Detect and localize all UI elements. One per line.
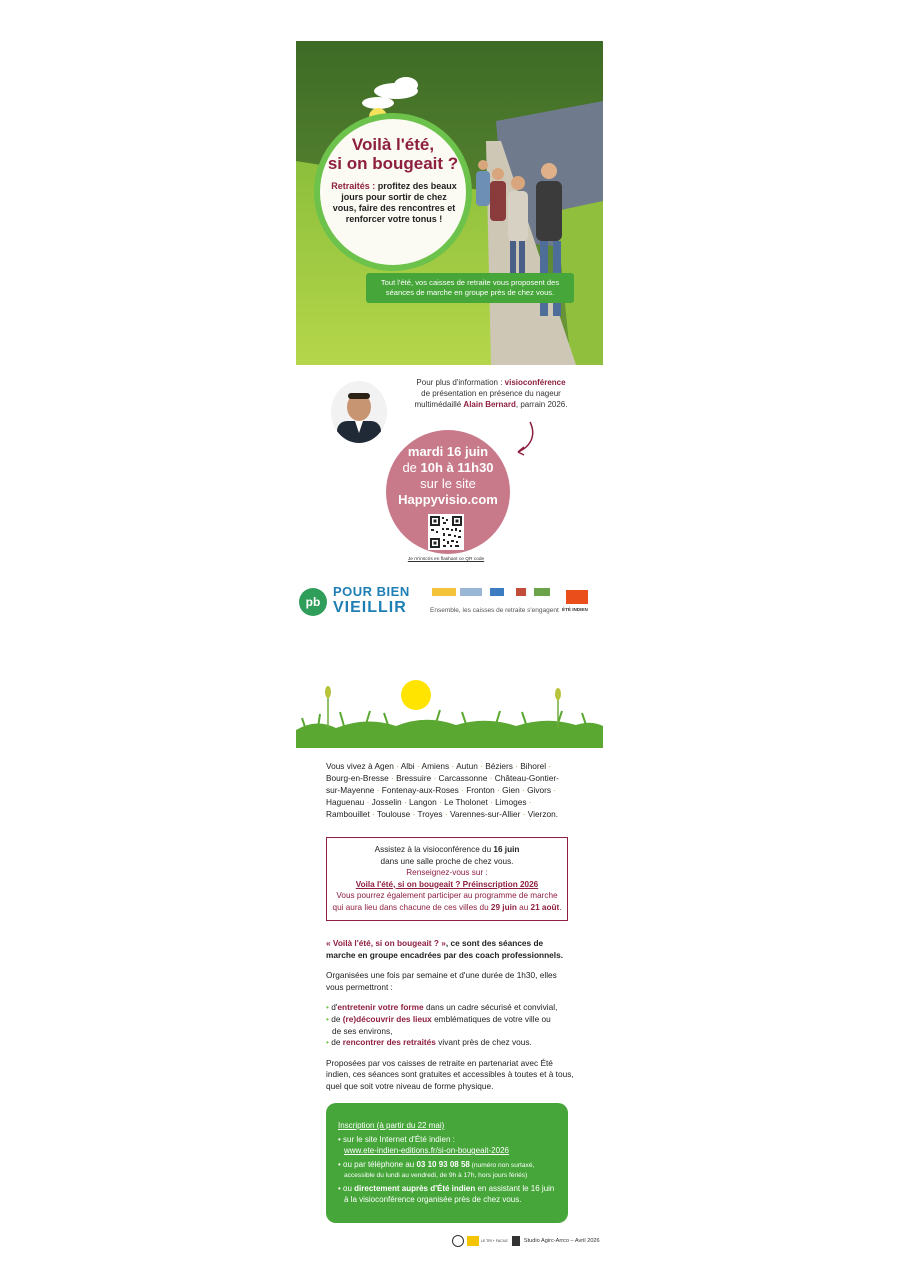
- towns-end: .: [555, 809, 559, 819]
- hero-photo: [296, 41, 603, 365]
- footer: [452, 1234, 600, 1248]
- event-time: 10h à 11h30: [420, 460, 494, 475]
- town-name: Béziers: [485, 761, 513, 771]
- town-name: Limoges: [495, 797, 527, 807]
- town-separator: ·: [388, 773, 397, 783]
- title-line-2: si on bougeait ?: [327, 154, 459, 173]
- desc-quote: « Voilà l'été, si on bougeait ? »: [326, 938, 446, 948]
- partner-logo-5: [534, 588, 550, 596]
- qr-caption: Je m'inscris en flashant ce QR code: [407, 557, 485, 562]
- info-line-3-prefix: multimédaillé: [414, 400, 464, 409]
- bullet-icon: •: [326, 1013, 329, 1024]
- speaker-name: Alain Bernard: [463, 400, 516, 409]
- town-separator: ·: [477, 761, 486, 771]
- town-name: Fontenay-aux-Roses: [381, 785, 459, 795]
- benefit-2-c: de ses environs,: [332, 1025, 393, 1036]
- subtitle-text: profitez des beaux jours pour sortir de chez vous, faire des rencontres et renforcer votre tonus !: [332, 181, 457, 224]
- bullet-icon: •: [338, 1135, 341, 1144]
- phone-note-1: (numéro non surtaxé,: [469, 1162, 535, 1169]
- inscription-phone-label: ou par téléphone au: [343, 1160, 417, 1169]
- town-name: Carcassonne: [438, 773, 488, 783]
- benefit-1-highlight: entretenir votre forme: [337, 1002, 424, 1013]
- benefit-1-a: d': [331, 1002, 338, 1013]
- town-separator: ·: [442, 809, 450, 819]
- town-name: Bressuire: [396, 773, 432, 783]
- town-name: Rambouillet: [326, 809, 370, 819]
- town-name: Haguenau: [326, 797, 365, 807]
- benefit-3-a: de: [331, 1037, 343, 1048]
- town-name: Givors: [527, 785, 552, 795]
- program-end: 21 août: [530, 902, 560, 912]
- benefit-3-highlight: rencontrer des retraités: [342, 1037, 436, 1048]
- town-separator: ·: [520, 809, 528, 819]
- town-name: Langon: [409, 797, 437, 807]
- speaker-photo: [331, 381, 387, 443]
- partner-logo-1: [432, 588, 456, 596]
- towns-intro: Vous vivez à: [326, 761, 373, 771]
- town-separator: ·: [401, 797, 410, 807]
- benefit-item-2: [326, 1014, 574, 1037]
- inscription-url-link[interactable]: www.ete-indien-editions.fr/si-on-bougeait-2026: [344, 1146, 509, 1155]
- redbox-line-3: Renseignez-vous sur :: [406, 868, 488, 877]
- benefit-2-b: emblématiques de votre ville ou: [431, 1013, 551, 1024]
- visioconference-box: [326, 837, 568, 921]
- town-name: Toulouse: [377, 809, 411, 819]
- town-separator: ·: [393, 761, 401, 771]
- benefit-item-3: [326, 1037, 574, 1049]
- qr-code-icon[interactable]: [428, 514, 464, 550]
- town-separator: ·: [546, 761, 552, 771]
- town-name: Vierzon: [527, 809, 556, 819]
- desc-paragraph-2: Organisées une fois par semaine et d'une durée de 1h30, elles vous permettront :: [326, 970, 557, 992]
- poster-subtitle: [330, 181, 458, 225]
- pour-bien-vieillir-logo: pb: [299, 588, 327, 616]
- benefit-3-b: vivant près de chez vous.: [435, 1037, 532, 1048]
- redbox-line-6-end: .: [559, 902, 562, 912]
- town-separator: ·: [458, 785, 467, 795]
- town-name: Gien: [502, 785, 520, 795]
- ete-indien-caption: ÉTÉ INDIEN: [562, 607, 588, 612]
- inscription-web-label: sur le site Internet d'Été indien :: [343, 1135, 455, 1144]
- info-text: [396, 377, 586, 410]
- event-time-prefix: de: [402, 460, 421, 475]
- inscription-title: Inscription (à partir du 22 mai): [338, 1121, 445, 1130]
- grass-sun-illustration: [296, 678, 603, 748]
- town-separator: ·: [410, 809, 418, 819]
- info-highlight: visioconférence: [504, 378, 566, 387]
- event-date: mardi 16 juin: [407, 444, 489, 459]
- info-line-2: de présentation en présence du nageur: [421, 389, 561, 398]
- desc-intro: , ce sont des séances de marche en groupe encadrées par des coach professionnels.: [326, 938, 564, 960]
- redbox-line-5: Vous pourrez également participer au programme de marche: [336, 891, 558, 900]
- town-separator: ·: [487, 797, 496, 807]
- town-separator: ·: [519, 785, 528, 795]
- town-name: Autun: [456, 761, 478, 771]
- town-separator: ·: [512, 761, 521, 771]
- inscription-direct-rest: en assistant le 16 juin: [475, 1184, 555, 1193]
- town-name: Fronton: [466, 785, 495, 795]
- town-name: Troyes: [417, 809, 443, 819]
- benefit-2-highlight: (re)découvrir des lieux: [342, 1013, 432, 1024]
- inscription-direct-bold: directement auprès d'Été indien: [354, 1184, 476, 1193]
- town-name: Bihorel: [520, 761, 547, 771]
- redbox-line-2: dans une salle proche de chez vous.: [380, 856, 514, 866]
- curved-arrow-icon: [512, 420, 538, 458]
- town-separator: ·: [449, 761, 457, 771]
- info-prefix: Pour plus d'information :: [416, 378, 505, 387]
- partner-logo-4: [516, 588, 526, 596]
- bullet-icon: •: [338, 1160, 341, 1169]
- info-line-3-suffix: , parrain 2026.: [515, 400, 568, 409]
- town-separator: ·: [487, 773, 495, 783]
- poster-title: [320, 135, 466, 173]
- redbox-line-1: Assistez à la visioconférence du: [374, 845, 494, 854]
- town-separator: ·: [494, 785, 503, 795]
- redbox-line-6-mid: au: [516, 902, 531, 912]
- town-separator: ·: [526, 797, 532, 807]
- program-start: 29 juin: [490, 902, 517, 912]
- redbox-line-6: qui aura lieu dans chacune de ces villes du: [332, 902, 491, 912]
- recycle-icon: [452, 1235, 464, 1247]
- phone-number-link[interactable]: 03 10 93 08 58: [416, 1160, 470, 1169]
- benefit-2-a: de: [331, 1013, 343, 1024]
- tri-badge-icon: [467, 1236, 479, 1246]
- inscription-direct-prefix: ou: [343, 1184, 355, 1193]
- event-site: Happyvisio.com: [398, 492, 498, 507]
- town-separator: ·: [369, 809, 378, 819]
- inscription-box: [326, 1103, 568, 1223]
- inscription-direct-line-2: à la visioconférence organisée près de chez vous.: [344, 1195, 522, 1204]
- partner-logo-2: [460, 588, 482, 596]
- town-name: Amiens: [421, 761, 450, 771]
- redbox-date: 16 juin: [493, 845, 520, 854]
- ete-indien-logo-icon: [566, 590, 588, 604]
- partner-logo-3: [490, 588, 504, 596]
- brand-tagline: Ensemble, les caisses de retraite s'engagent: [430, 607, 559, 614]
- brand-name-line-2: VIEILLIR: [333, 599, 407, 616]
- title-line-1: Voilà l'été,: [351, 135, 435, 154]
- event-site-prefix: sur le site: [420, 476, 476, 491]
- tri-badge-label: LE TRI + FACILE: [481, 1239, 508, 1243]
- town-name: Le Tholonet: [444, 797, 488, 807]
- subtitle-bold: Retraités :: [331, 181, 376, 191]
- description: [326, 938, 574, 1102]
- town-name: Albi: [400, 761, 415, 771]
- town-separator: ·: [374, 785, 382, 795]
- town-separator: ·: [436, 797, 445, 807]
- town-separator: ·: [551, 785, 557, 795]
- title-circle: [314, 113, 472, 271]
- benefit-item-1: [326, 1002, 574, 1014]
- brand-name-line-1: POUR BIEN: [333, 584, 410, 599]
- bullet-icon: •: [326, 1037, 329, 1048]
- town-separator: ·: [364, 797, 372, 807]
- bullet-icon: •: [326, 1002, 329, 1013]
- bullet-icon: •: [338, 1184, 341, 1193]
- town-name: Varennes-sur-Allier: [449, 809, 521, 819]
- desc-paragraph-3: Proposées par vos caisses de retraite en partenariat avec Été indien, ces séances sont gratuites et accessibles à toutes et à tous, quel que soit votre niveau de forme physique.: [326, 1057, 574, 1091]
- town-separator: ·: [414, 761, 422, 771]
- footer-credit: Studio Agirc-Arrco – Avril 2026: [523, 1238, 600, 1244]
- town-name: Château-Gontier-sur-Mayenne: [326, 773, 559, 795]
- green-banner: Tout l'été, vos caisses de retraite vous proposent des séances de marche en groupe près de chez vous.: [366, 273, 574, 303]
- town-separator: ·: [431, 773, 439, 783]
- benefit-1-b: dans un cadre sécurisé et convivial,: [423, 1002, 558, 1013]
- bin-icon: [512, 1236, 520, 1246]
- brand-name: [333, 584, 410, 616]
- town-name: Bourg-en-Bresse: [326, 773, 389, 783]
- town-name: Josselin: [371, 797, 402, 807]
- preinscription-link[interactable]: Voila l'été, si on bougeait ? Préinscription 2026: [355, 879, 539, 889]
- town-name: Agen: [374, 761, 394, 771]
- phone-note-2: accessible du lundi au vendredi, de 9h à 17h, hors jours fériés): [344, 1172, 528, 1179]
- towns-list: [326, 760, 572, 820]
